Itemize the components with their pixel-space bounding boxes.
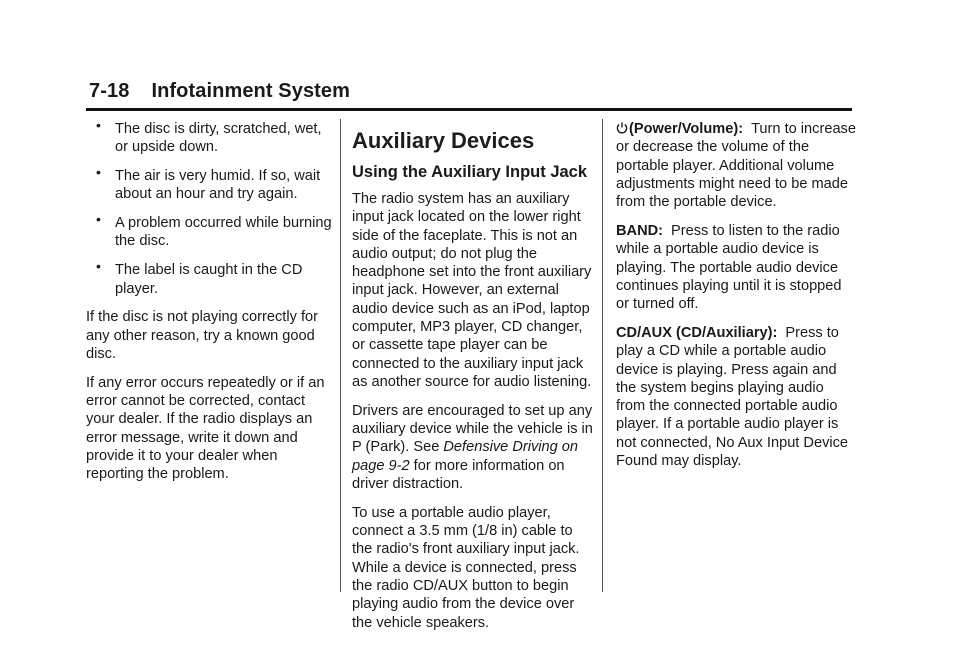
page-header xyxy=(86,80,852,111)
disc-problem-list xyxy=(86,117,334,298)
cross-reference-link[interactable]: Defensive Driving on page 9-2 xyxy=(352,439,579,474)
band-term: BAND: xyxy=(616,222,664,239)
header-rule xyxy=(86,108,852,111)
paragraph: If the disc is not playing correctly for any other reason, try a known good disc. xyxy=(86,309,318,362)
column-left xyxy=(86,117,334,494)
column-divider-2 xyxy=(602,119,603,592)
bullet-icon: • xyxy=(96,211,101,228)
column-middle xyxy=(352,120,596,642)
list-item: • The label is caught in the CD player. xyxy=(96,258,303,297)
paragraph: The radio system has an auxiliary input jack located on the lower right side of the faceplate. This is not an audio output; do not plug the headphone set into the front auxiliary input jack. However, an external audio device such as an iPod, laptop computer, MP3 player, CD changer, or cassette tape player can be connected to the auxiliary input jack as another source for audio listening. xyxy=(352,191,592,390)
cd-aux-term: CD/AUX (CD/Auxiliary): xyxy=(616,324,778,341)
band-description: BAND: Press to listen to the radio while a portable audio device is playing. The portable audio device continues playing until it is stopped or turned off. xyxy=(616,222,842,313)
page-title xyxy=(86,80,852,103)
bullet-icon: • xyxy=(96,164,101,181)
section-heading: Auxiliary Devices xyxy=(352,128,535,153)
cd-aux-description: CD/AUX (CD/Auxiliary): Press to play a CD while a portable audio device is playing. Press again and the system begins playing audio from the connected portable audio player. If a portable audio player is not connected, No Aux Input Device Found may display. xyxy=(616,324,849,470)
section-title: Infotainment System xyxy=(151,80,351,102)
page-number: 7-18 xyxy=(89,80,130,102)
power-icon xyxy=(616,122,628,134)
power-volume-description: (Power/Volume): Turn to increase or decrease the volume of the portable player. Additional volume adjustments might need to be made from the portable device. xyxy=(616,121,856,211)
paragraph: If any error occurs repeatedly or if an error cannot be corrected, contact your dealer. If the radio displays an error message, write it down and provide it to your dealer when reporting the problem. xyxy=(86,374,325,483)
bullet-icon: • xyxy=(96,258,101,275)
paragraph: Drivers are encouraged to set up any auxiliary device while the vehicle is in P (Park). See Defensive Driving on page 9-2 for more information on driver distraction. xyxy=(352,402,593,492)
list-item: • A problem occurred while burning the disc. xyxy=(96,211,332,250)
paragraph: To use a portable audio player, connect a 3.5 mm (1/8 in) cable to the radio's front auxiliary input jack. While a device is connected, press the radio CD/AUX button to begin playing audio from the device over the vehicle speakers. xyxy=(352,504,580,631)
list-item: • The disc is dirty, scratched, wet, or upside down. xyxy=(96,117,322,156)
power-volume-term: (Power/Volume): xyxy=(629,121,744,137)
list-item: • The air is very humid. If so, wait about an hour and try again. xyxy=(96,164,321,203)
subsection-heading: Using the Auxiliary Input Jack xyxy=(352,163,588,181)
column-divider-1 xyxy=(340,119,341,592)
column-right xyxy=(616,120,856,481)
bullet-icon: • xyxy=(96,117,101,133)
